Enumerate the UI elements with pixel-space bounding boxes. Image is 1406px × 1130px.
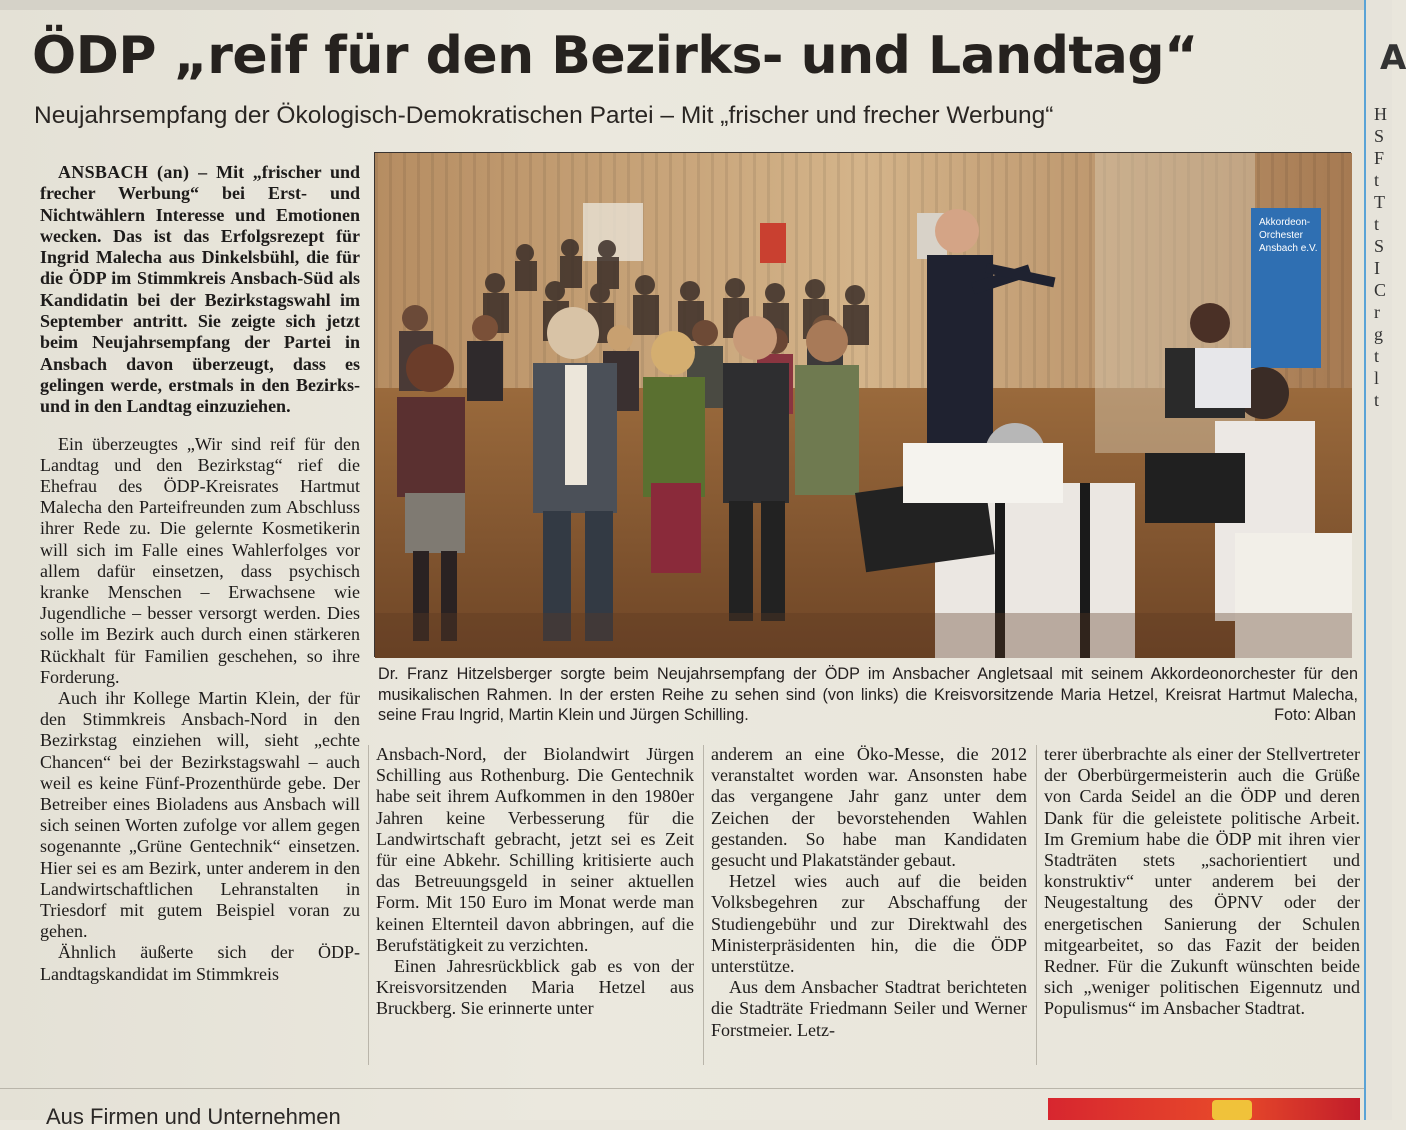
body-paragraph: anderem an eine Öko-Messe, die 2012 veranstaltet worden war. Ansonsten habe das vergangene Jahr ganz unter dem Zeichen der bevorstehenden Wahlen gestanden. So habe man Kandidaten gesucht und Plakatständer gebaut. [711,744,1027,871]
adjacent-text-fragment: g [1374,324,1383,344]
caption-text: Dr. Franz Hitzelsberger sorgte beim Neujahrsempfang der ÖDP im Ansbacher Angletsaal mit seinem Akkordeonorchester für den musikalischen Rahmen. In der ersten Reihe zu sehen sind (von links) die Kreisvorsitzende Maria Hetzel, Kreisrat Hartmut Malecha, seine Frau Ingrid, Martin Klein und Jürgen Schilling. [378,665,1358,724]
body-paragraph: Ansbach-Nord, der Biolandwirt Jürgen Schilling aus Rothenburg. Die Gentechnik habe seit ihrem Aufkommen in den 1980er Jahren keine Verbesserung für die Landwirtschaft gebracht, jetzt sei es Zeit für eine Abkehr. Schilling kritisierte auch das Betreuungsgeld in seiner aktuellen Form. Mit 150 Euro im Monat werde man keinen Elternteil davon abbringen, auf die Berufstätigkeit zu verzichten. [376,744,694,955]
adjacent-text-fragment: S [1374,236,1385,256]
adjacent-article-strip [1364,0,1406,1120]
body-paragraph: Einen Jahresrückblick gab es von der Kreisvorsitzenden Maria Hetzel aus Bruckberg. Sie erinnerte unter [376,956,694,1019]
article-column-1 [40,162,360,985]
body-paragraph: terer überbrachte als einer der Stellvertreter der Oberbürgermeisterin auch die Grüße von Carda Seidel an die ÖDP und deren Dank für die geleistete politische Arbeit. Im Gremium habe die ÖDP mit ihren vier Stadträten stets „sachorientiert und konstruktiv“ unter anderem bei der Neugestaltung des ÖPNV oder der energetischen Sanierung der Schulen mitgearbeitet, so das Fazit der beiden Redner. Für die Zukunft wünschten beide sich „weniger politischen Eigennutz und Populismus“ im Ansbacher Stadtrat. [1044,744,1360,1019]
adjacent-text-fragment: H [1374,104,1387,124]
body-paragraph: Auch ihr Kollege Martin Klein, der für den Stimmkreis Ansbach-Nord in den Bezirkstag einziehen will, sieht „echte Chancen“ bei der Bezirkstagswahl – auch weil es keine Fünf-Prozenthürde gebe. Der Betreiber eines Bioladens aus Ansbach will sich seinen Worten zufolge vor allem gegen sogenannte „Grüne Gentechnik“ einsetzen. Hier sei es am Bezirk, unter anderem in den Landwirtschaftlichen Lehranstalten in Triesdorf mit gutem Beispiel voran zu gehen. [40,688,360,942]
body-paragraph: Aus dem Ansbacher Stadtrat berichteten die Stadträte Friedmann Seiler und Werner Forstmeier. Letz- [711,977,1027,1040]
adjacent-text-fragment: S [1374,126,1385,146]
top-margin [0,0,1392,10]
adjacent-text-fragment: C [1374,280,1387,300]
adjacent-text-fragment: t [1374,214,1380,234]
advertisement-fragment-accent [1212,1100,1252,1120]
lead-text: Mit „frischer und frecher Werbung“ bei Erst- und Nichtwählern Interesse und Emotionen wecken. Das ist das Erfolgsrezept für Ingrid Malecha aus Dinkelsbühl, die für die ÖDP im Stimmkreis Ansbach-Süd als Kandidatin bei der Bezirkstagswahl im September antritt. Sie zeigte sich jetzt beim Neujahrsempfang der Partei in Ansbach davon überzeugt, dass es gelingen werde, erstmals in den Bezirks- und in den Landtag einzuziehen. [40,162,360,417]
adjacent-text-fragment: t [1374,346,1380,366]
photo-credit: Foto: Alban [1274,706,1356,724]
adjacent-text-fragment: l [1374,368,1380,388]
concert-photo-illustration [375,153,1352,658]
column-divider [1036,745,1037,1065]
article-subheadline: Neujahrsempfang der Ökologisch-Demokratischen Partei – Mit „frischer und frecher Werbung“ [34,102,1054,129]
article-column-2 [376,744,694,1020]
banner-line-2: Orchester [1259,230,1303,241]
article-column-4 [1044,744,1360,1020]
adjacent-text-fragment: T [1374,192,1385,212]
body-paragraph: Ähnlich äußerte sich der ÖDP-Landtagskandidat im Stimmkreis [40,942,360,984]
body-paragraph: Ein überzeugtes „Wir sind reif für den Landtag und den Bezirkstag“ rief die Ehefrau des ÖDP-Kreisrates Hartmut Malecha den Parteifreunden zum Abschluss ihrer Rede zu. Die gelernte Kosmetikerin will sich im Falle eines Wahlerfolges vor allem dafür einsetzen, dass psychisch kranke Menschen – Erwachsene wie Jugendliche – besser versorgt werden. Dies solle im Bezirk auch durch einen stärkeren Rückhalt für Familien geschehen, so ihre Forderung. [40,433,360,687]
dateline: ANSBACH (an) – [58,162,208,182]
article-column-3 [711,744,1027,1041]
adjacent-text-fragment: t [1374,390,1380,410]
adjacent-text-fragment: I [1374,258,1380,278]
column-divider [368,745,369,1065]
adjacent-text-fragment: t [1374,170,1380,190]
next-section-teaser: Aus Firmen und Unternehmen [46,1104,341,1129]
advertisement-fragment [1048,1098,1360,1120]
adjacent-text-fragment: r [1374,302,1380,322]
body-paragraph: Hetzel wies auch auf die beiden Volksbegehren zur Abschaffung der Studiengebühr und zur Direktwahl des Ministerpräsidenten hin, die die ÖDP unterstütze. [711,871,1027,977]
photo-caption [378,664,1358,726]
adjacent-text-fragment: F [1374,148,1385,168]
lead-paragraph [40,162,360,418]
banner-line-1: Akkordeon- [1259,217,1311,228]
adjacent-headline-fragment: A [1380,38,1406,78]
article-headline: ÖDP „reif für den Bezirks- und Landtag“ [32,26,1198,86]
article-bottom-rule [0,1088,1364,1089]
banner-line-3: Ansbach e.V. [1259,243,1318,254]
article-photo [374,152,1351,657]
column-divider [703,745,704,1065]
